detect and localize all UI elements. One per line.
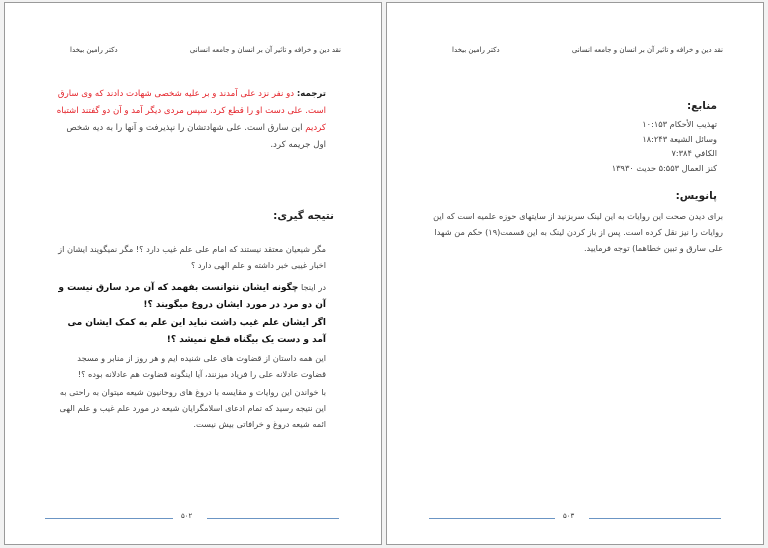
conclusion-paragraph-4: این همه داستان از قضاوت های علی شنیده ایم و هر روز از منابر و مسجد قضاوت عادلانه علی را فریاد میزنند، آیا اینگونه قضاوت هم عادلانه بوده ؟! [77,353,326,379]
page-number-right: ۵۰۳ [563,512,575,520]
sources-heading: منابع: [686,100,717,112]
header-title: نقد دین و خرافه و تاثیر آن بر انسان و جامعه انسانی [189,46,341,54]
footnote-paragraph: برای دیدن صحت این روایات به این لینک سربزنید از سایتهای حوزه علمیه است که این روایات را نیز نقل کرده است. پس از باز کردن لینک به این قسمت(۱۹) حکم من شهدا علی سارق و تبین خطاهما) توجه فرمایید. [433,211,723,253]
header-author: دکتر رامین بیخدا [452,46,500,54]
conclusion-paragraph-3: اگر ایشان علم غیب داشت نباید این علم به کمک ایشان می آمد و دست یک بیگناه قطع نمیشد ؟! [67,318,326,345]
footer-rule-right [207,518,339,519]
translation-label: ترجمه: [296,89,326,99]
footer-rule-left [45,518,173,519]
source-item: وسائل الشيعة ۱۸:۲۴۳ [642,133,717,144]
page-left [4,2,382,545]
translation-red-text: دو نفر نزد علی آمدند و بر علیه شخصی شهادت دادند که وی سارق است. علی دست او را قطع کرد. سپس مردی دیگر آمد و آن دو گفتند اشتباه کردیم [56,89,326,133]
sources-list [612,117,717,175]
page-right [386,2,764,545]
page-number-left: ۵۰۲ [181,512,193,520]
conclusion-p2-bold: چگونه ایشان نتوانست بفهمد که آن مرد سارق نیست و آن دو مرد در مورد ایشان دروغ میگویند ؟! [58,283,326,310]
source-item: تهذيب الأحكام ۱۰:۱۵۳ [642,119,717,129]
translation-text: این سارق است. علی شهادتشان را نپذیرفت و آنها را به دیه شخص اول جریمه کرد. [66,123,326,150]
conclusion-paragraph-5: با خواندن این روایات و مقایسه با دروغ های روحانیون شیعه میتوان به راحتی به این نتیجه رسید که تمام ادعای اسلامگرایان شیعه در مورد علم غیب و علم الهی ائمه شیعه دروغ و خرافاتی بیش نیست. [59,387,326,429]
header-author: دکتر رامین بیخدا [70,46,118,54]
translation-paragraph [53,86,326,154]
conclusion-paragraph-1: مگر شیعیان معتقد نیستند که امام علی علم غیب دارد ؟! مگر نمیگویند ایشان از اخبار غیبی خبر داشته و علم الهی دارد ؟ [58,244,326,270]
header-title: نقد دین و خرافه و تاثیر آن بر انسان و جامعه انسانی [571,46,723,54]
footnote-heading: پانویس: [675,190,717,202]
conclusion-paragraph-2 [51,279,326,313]
source-item: كنز العمال ۵:۵۵۳ حدیث ۱۳۹۳۰ [611,162,717,173]
footer-rule-left [429,518,555,519]
source-item: الكافي ۷:۳۸۴ [671,148,717,158]
conclusion-p2-prefix: در اینجا [300,282,326,292]
footer-rule-right [589,518,721,519]
conclusion-heading: نتیجه گیری: [273,210,334,222]
